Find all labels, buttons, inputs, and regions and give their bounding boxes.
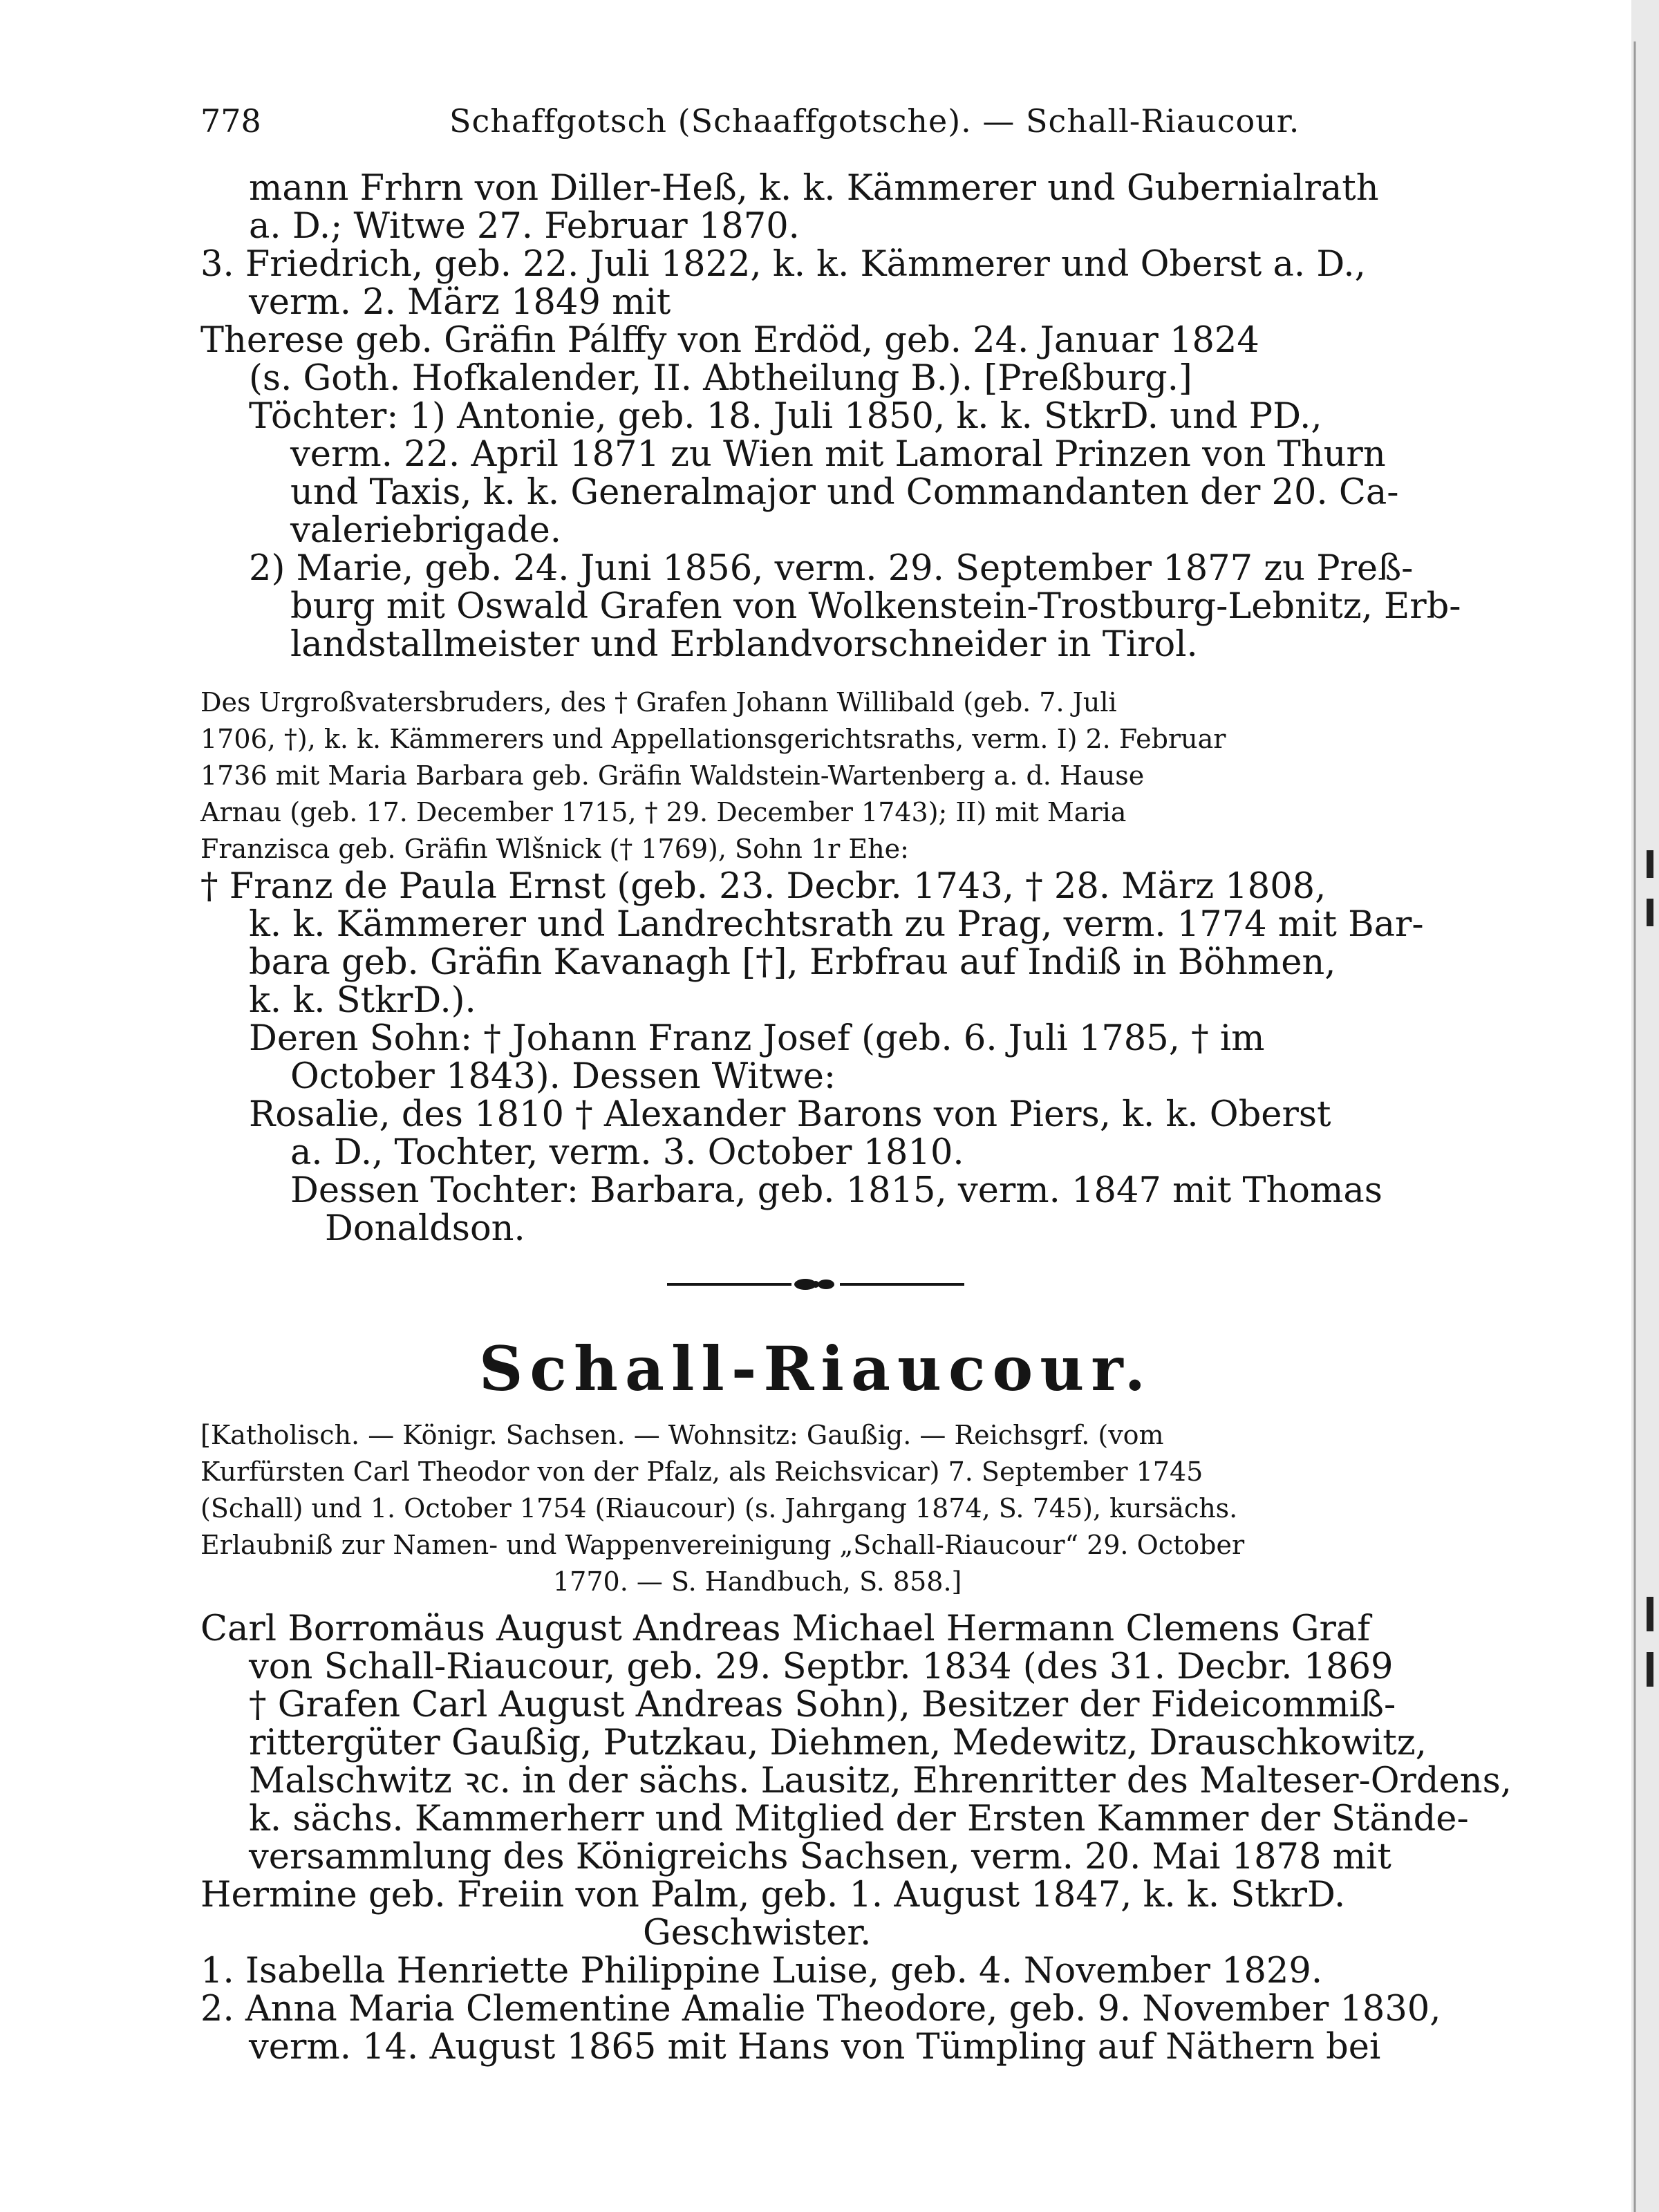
text-line: 1770. — S. Handbuch, S. 858.] (553, 1566, 962, 1597)
text-line: 3. Friedrich, geb. 22. Juli 1822, k. k. Kämmerer und Oberst a. D., (200, 244, 1366, 285)
text-line: 1706, †), k. k. Kämmerers und Appellationsgerichtsraths, verm. I) 2. Februar (200, 724, 1226, 754)
text-line: Töchter: 1) Antonie, geb. 18. Juli 1850, k. k. StkrD. und PD., (249, 396, 1322, 437)
text-line: 1736 mit Maria Barbara geb. Gräfin Waldstein-Wartenberg a. d. Hause (200, 760, 1145, 791)
text-line: Franzisca geb. Gräfin Wlšnick († 1769), Sohn 1r Ehe: (200, 834, 909, 864)
text-line: und Taxis, k. k. Generalmajor und Commandanten der 20. Ca- (290, 472, 1399, 513)
text-line: 2. Anna Maria Clementine Amalie Theodore, geb. 9. November 1830, (200, 1989, 1441, 2030)
text-line: Therese geb. Gräfin Pálffy von Erdöd, geb. 24. Januar 1824 (200, 320, 1259, 361)
text-line: Erlaubniß zur Namen- und Wappenvereinigung „Schall-Riaucour“ 29. October (200, 1530, 1245, 1560)
scan-margin-shadow (1493, 0, 1659, 2212)
text-line: a. D., Tochter, verm. 3. October 1810. (290, 1132, 964, 1173)
text-line: Des Urgroßvatersbruders, des † Grafen Johann Willibald (geb. 7. Juli (200, 687, 1117, 718)
text-line: rittergüter Gaußig, Putzkau, Diehmen, Medewitz, Drauschkowitz, (249, 1723, 1427, 1763)
head-entry (200, 1609, 1512, 2068)
text-line: bara geb. Gräfin Kavanagh [†], Erbfrau auf Indiß in Böhmen, (249, 942, 1336, 983)
text-line: 2) Marie, geb. 24. Juni 1856, verm. 29. September 1877 zu Preß- (249, 548, 1414, 589)
text-line: Dessen Tochter: Barbara, geb. 1815, verm. 1847 mit Thomas (290, 1170, 1382, 1211)
granduncle-entry (200, 684, 1431, 1248)
page-body (200, 168, 1512, 2068)
section-intro (200, 1417, 1431, 1600)
text-line: Geschwister. (643, 1913, 872, 1953)
text-line: Malschwitz ꝛc. in der sächs. Lausitz, Ehrenritter des Malteser-Ordens, (249, 1761, 1512, 1801)
text-line: [Katholisch. — Königr. Sachsen. — Wohnsitz: Gaußig. — Reichsgrf. (vom (200, 1420, 1164, 1450)
text-line: Kurfürsten Carl Theodor von der Pfalz, als Reichsvicar) 7. September 1745 (200, 1456, 1203, 1487)
text-line: k. sächs. Kammerherr und Mitglied der Ersten Kammer der Stände- (249, 1799, 1469, 1839)
text-line: Arnau (geb. 17. December 1715, † 29. December 1743); II) mit Maria (200, 797, 1127, 827)
text-line: verm. 22. April 1871 zu Wien mit Lamoral Prinzen von Thurn (290, 434, 1386, 475)
ornament-divider (200, 1248, 1431, 1320)
text-line: valeriebrigade. (290, 510, 562, 551)
text-line: verm. 2. März 1849 mit (249, 282, 671, 323)
text-line: versammlung des Königreichs Sachsen, verm. 20. Mai 1878 mit (249, 1837, 1391, 1877)
text-line: † Franz de Paula Ernst (geb. 23. Decbr. 1743, † 28. März 1808, (200, 866, 1327, 907)
text-line: Rosalie, des 1810 † Alexander Barons von Piers, k. k. Oberst (249, 1094, 1331, 1135)
text-line: mann Frhrn von Diller-Heß, k. k. Kämmerer und Gubernialrath (249, 168, 1379, 209)
text-line: Deren Sohn: † Johann Franz Josef (geb. 6. Juli 1785, † im (249, 1018, 1265, 1059)
text-line: k. k. StkrD.). (249, 980, 476, 1021)
text-line: burg mit Oswald Grafen von Wolkenstein-Trostburg-Lebnitz, Erb- (290, 586, 1461, 627)
text-line: (Schall) und 1. October 1754 (Riaucour) (s. Jahrgang 1874, S. 745), kursächs. (200, 1493, 1238, 1524)
running-title: Schaffgotsch (Schaaffgotsche). — Schall-Riaucour. (449, 102, 1300, 140)
text-line: 1. Isabella Henriette Philippine Luise, geb. 4. November 1829. (200, 1951, 1323, 1991)
text-line: verm. 14. August 1865 mit Hans von Tümpling auf Näthern bei (249, 2027, 1381, 2068)
upper-entry (200, 168, 1461, 665)
text-line: landstallmeister und Erblandvorschneider in Tirol. (290, 624, 1198, 665)
page-header (200, 102, 1445, 158)
text-line: Donaldson. (325, 1208, 525, 1249)
text-line: a. D.; Witwe 27. Februar 1870. (249, 206, 800, 247)
section-heading: Schall-Riaucour. (478, 1333, 1153, 1405)
text-line: † Grafen Carl August Andreas Sohn), Besitzer der Fideicommiß- (249, 1685, 1396, 1725)
text-line: Hermine geb. Freiin von Palm, geb. 1. August 1847, k. k. StkrD. (200, 1875, 1346, 1915)
text-line: Carl Borromäus August Andreas Michael Hermann Clemens Graf (200, 1609, 1371, 1649)
ornament-rule-icon (667, 1274, 964, 1295)
text-line: (s. Goth. Hofkalender, II. Abtheilung B.). [Preßburg.] (249, 358, 1192, 399)
text-line: von Schall-Riaucour, geb. 29. Septbr. 1834 (des 31. Decbr. 1869 (249, 1647, 1394, 1687)
page-number: 778 (200, 102, 261, 140)
text-line: October 1843). Dessen Witwe: (290, 1056, 836, 1097)
text-line: k. k. Kämmerer und Landrechtsrath zu Prag, verm. 1774 mit Bar- (249, 904, 1424, 945)
